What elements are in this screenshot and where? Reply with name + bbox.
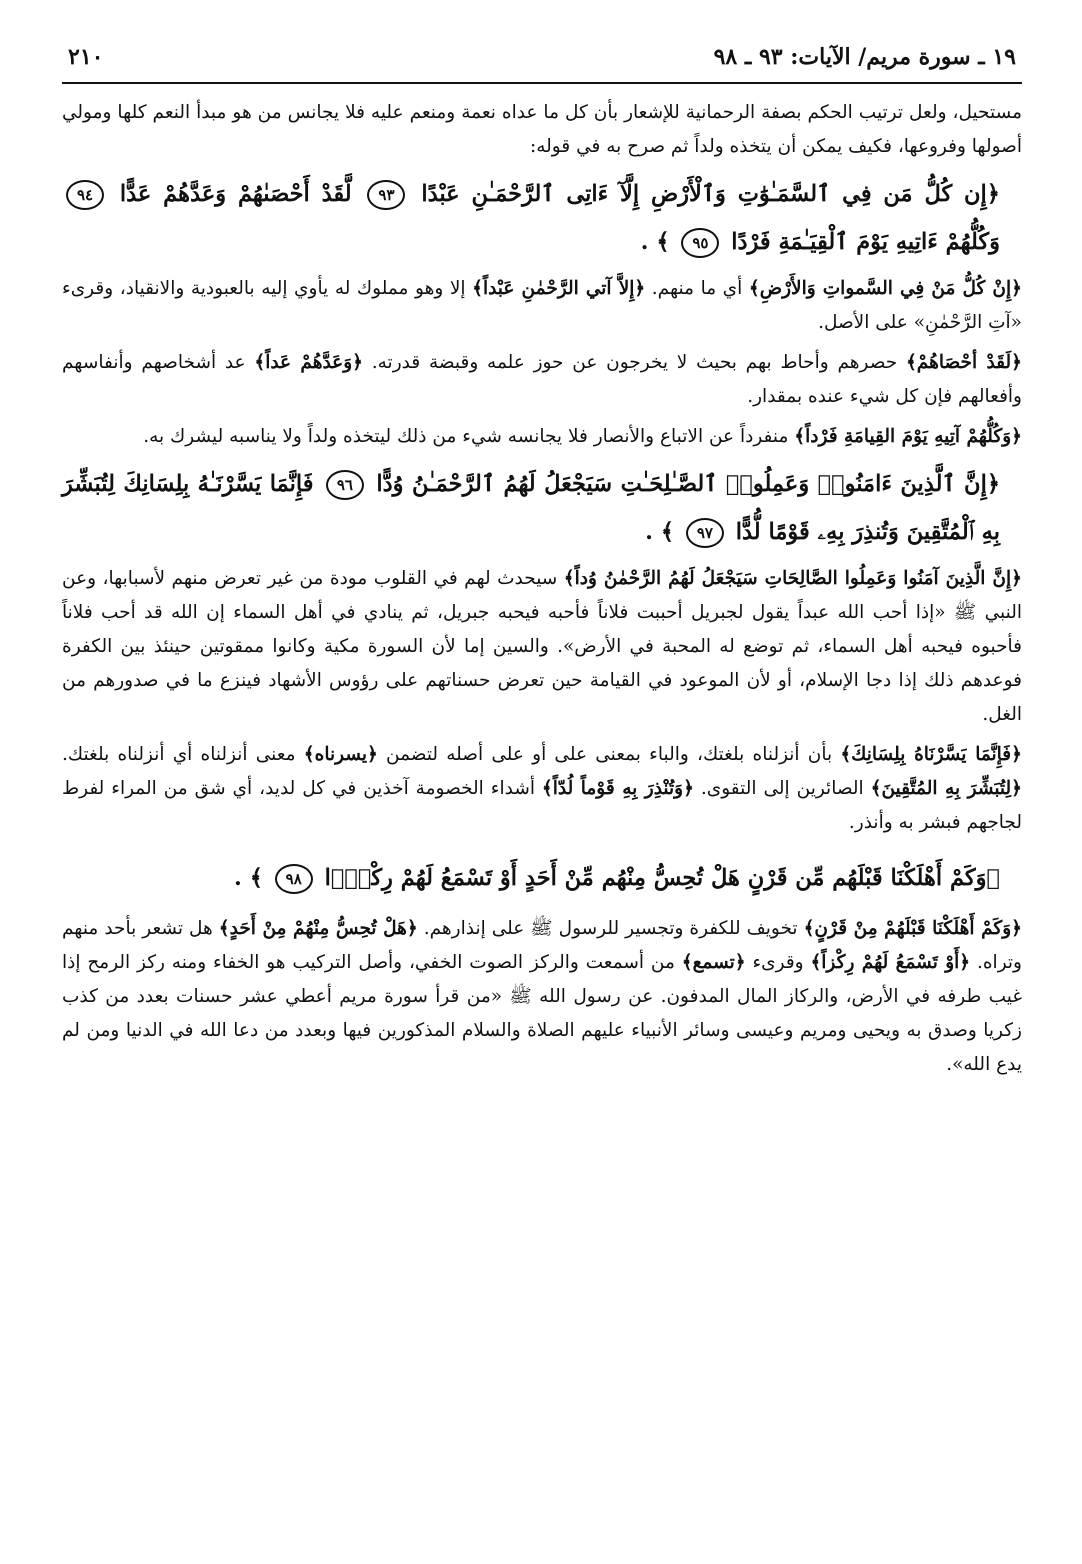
verse-text: ﴿إِن كُلُّ مَن فِي ٱلسَّمَـٰوَٰتِ وَٱلْأَرْضِ إِلَّآ ءَاتِى ٱلرَّحْمَـٰنِ عَبْدًا [421,181,1000,207]
commentary-text: معنى أنزلناه أي أنزلناه بلغتك. [62,744,304,765]
verse-text: لَّقَدْ أَحْصَىٰهُمْ وَعَدَّهُمْ عَدًّا [119,181,352,207]
commentary-text: من أسمعت والركز الصوت الخفي، وأصل التركيب هو الخفاء ومنه ركز الرمح إذا غيب طرفه في الأرض، والركاز المال المدفون. عن رسول الله ﷺ «من قرأ سورة مريم أعطي عشر حسنات بعدد من كذب زكريا وصدق به ويحيى ومريم وعيسى وسائر الأنبياء عليهم الصلاة والسلام المذكورين فيها وبعدد من دعا الله في الدنيا ومن لم يدع الله». [62,952,1022,1075]
verse-number-marker: ٩٣ [367,180,405,210]
quoted-phrase: ﴿إِلاَّ آتي الرَّحْمٰنِ عَبْداً﴾ [472,278,646,299]
commentary-paragraph [62,420,1022,454]
verse-number-marker: ٩٦ [326,470,364,500]
quoted-phrase: ﴿أَوْ تَسْمَعُ لَهُمْ رِكْزاً﴾ [810,952,971,973]
quoted-phrase: ﴿يسرناه﴾ [303,744,378,765]
commentary-text: تخويف للكفرة وتجسير للرسول ﷺ على إنذارهم. [417,918,804,939]
quran-verse-block-93-95 [62,170,1022,266]
commentary-text: إلا وهو مملوك له يأوي إليه بالعبودية والانقياد، وقرىء «آتِ الرَّحْمٰنِ» على الأصل. [62,278,1022,333]
quran-verse-block-96-97 [62,460,1022,556]
commentary-text: الصائرين إلى التقوى. [693,778,871,799]
verse-text: ﴿إِنَّ ٱلَّذِينَ ءَامَنُوا۟ وَعَمِلُوا۟ ٱلصَّـٰلِحَـٰتِ سَيَجْعَلُ لَهُمُ ٱلرَّحْمَـٰنُ وُدًّا [376,471,1000,497]
quoted-phrase: ﴿تسمع﴾ [681,952,746,973]
quoted-phrase: ﴿وَعَدَّهُمْ عَداً﴾ [254,352,363,373]
verse-close: ﴾ . [234,865,263,891]
verse-number-marker: ٩٧ [686,518,724,548]
verse-number-marker: ٩٨ [275,864,313,894]
commentary-paragraph [62,346,1022,414]
commentary-text: سيحدث لهم في القلوب مودة من غير تعرض منهم لأسبابها، وعن النبي ﷺ «إذا أحب الله عبداً يقول لجبريل أحببت فلاناً فأحبه فيحبه جبريل، ثم ينادي في أهل السماء إن الله قد أحب فلاناً فأحبوه فيحبه أهل السماء، ثم توضع له المحبة في الأرض». والسين إما لأن السورة مكية وكانوا ممقوتين حينئذ بين الكفرة فوعدهم ذلك إذا دجا الإسلام، أو لأن الموعود في القيامة حين تعرض حسناتهم على رؤوس الأشهاد فينزع ما في صدورهم من الغل. [62,568,1022,725]
verse-text: وَكُلُّهُمْ ءَاتِيهِ يَوْمَ ٱلْقِيَـٰمَةِ فَرْدًا [731,229,1000,255]
page-number: ٢١٠ [68,44,104,70]
quran-verse-block-98 [62,854,1022,902]
quoted-phrase: ﴿لِتُبَشِّرَ بِهِ المُتَّقِينَ﴾ [870,778,1022,799]
commentary-text: أي ما منهم. [645,278,749,299]
commentary-text: حصرهم وأحاط بهم بحيث لا يخرجون عن حوز علمه وقبضة قدرته. [363,352,906,373]
quoted-phrase: ﴿فَإِنَّمَا يَسَّرْنَاهُ بِلِسَانِكَ﴾ [840,744,1022,765]
verse-text: فَإِنَّمَا يَسَّرْنَـٰهُ بِلِسَانِكَ لِتُبَشِّرَ بِهِ ٱلْمُتَّقِينَ وَتُنذِرَ بِهِۦ قَوْمًا لُّدًّا [62,471,1000,545]
commentary-paragraph [62,562,1022,732]
commentary-paragraph [62,738,1022,840]
commentary-text: أشداء الخصومة آخذين في كل لديد، أي شق من المراء لفرط لجاجهم فبشر به وأنذر. [62,778,1022,833]
commentary-text: وقرىء [745,952,811,973]
quoted-phrase: ﴿إِنَّ الَّذِينَ آمَنُوا وَعَمِلُوا الصَّالِحَاتِ سَيَجْعَلُ لَهُمُ الرَّحْمٰنُ وُداً﴾ [563,568,1022,589]
quoted-phrase: ﴿هَلْ تُحِسُّ مِنْهُمْ مِنْ أَحَدٍ﴾ [218,918,418,939]
page-header [62,44,1022,84]
quoted-phrase: ﴿وَتُنْذِرَ بِهِ قَوْماً لُدّاً﴾ [541,778,694,799]
verse-number-marker: ٩٥ [681,228,719,258]
running-title: ١٩ ـ سورة مريم/ الآيات: ٩٣ ـ ٩٨ [713,44,1016,70]
intro-paragraph: مستحيل، ولعل ترتيب الحكم بصفة الرحمانية للإشعار بأن كل ما عداه نعمة ومنعم عليه فلا يجانس من هو مبدأ النعم كلها ومولي أصولها وفروعها، فكيف يمكن أن يتخذه ولداً ثم صرح به في قوله: [62,102,1022,157]
commentary-text: عد أشخاصهم وأنفاسهم وأفعالهم فإن كل شيء عنده بمقدار. [62,352,1022,407]
quoted-phrase: ﴿إِنْ كُلُّ مَنْ فِي السَّمواتِ وَالأَرْضِ﴾ [748,278,1022,299]
commentary-paragraph [62,272,1022,340]
commentary-text: هل تشعر بأحد منهم وتراه. [62,918,1022,973]
page-body [62,84,1022,1082]
verse-close: ﴾ . [645,519,675,545]
quoted-phrase: ﴿وَكُلُّهُمْ آتِيهِ يَوْمَ القِيامَةِ فَرْداً﴾ [794,426,1022,447]
document-page [62,44,1022,1524]
quoted-phrase: ﴿وَكَمْ أَهْلَكْنَا قَبْلَهُمْ مِنْ قَرْنٍ﴾ [803,918,1022,939]
verse-number-marker: ٩٤ [66,180,104,210]
commentary-text: بأن أنزلناه بلغتك، والباء بمعنى على أو على أصله لتضمن [377,744,841,765]
commentary-text: منفرداً عن الاتباع والأنصار فلا يجانسه شيء من ذلك ليتخذه ولداً ولا يناسبه ليشرك به. [143,426,795,447]
commentary-paragraph [62,912,1022,1082]
verse-close: ﴾ . [640,229,670,255]
quoted-phrase: ﴿لَقَدْ أحْصَاهُمْ﴾ [905,352,1022,373]
verse-text: ﴿وَكَمْ أَهْلَكْنَا قَبْلَهُم مِّن قَرْنٍ هَلْ تُحِسُّ مِنْهُم مِّنْ أَحَدٍ أَوْ تَسْمَعُ لَهُمْ رِكْزًۢا [324,865,1000,891]
